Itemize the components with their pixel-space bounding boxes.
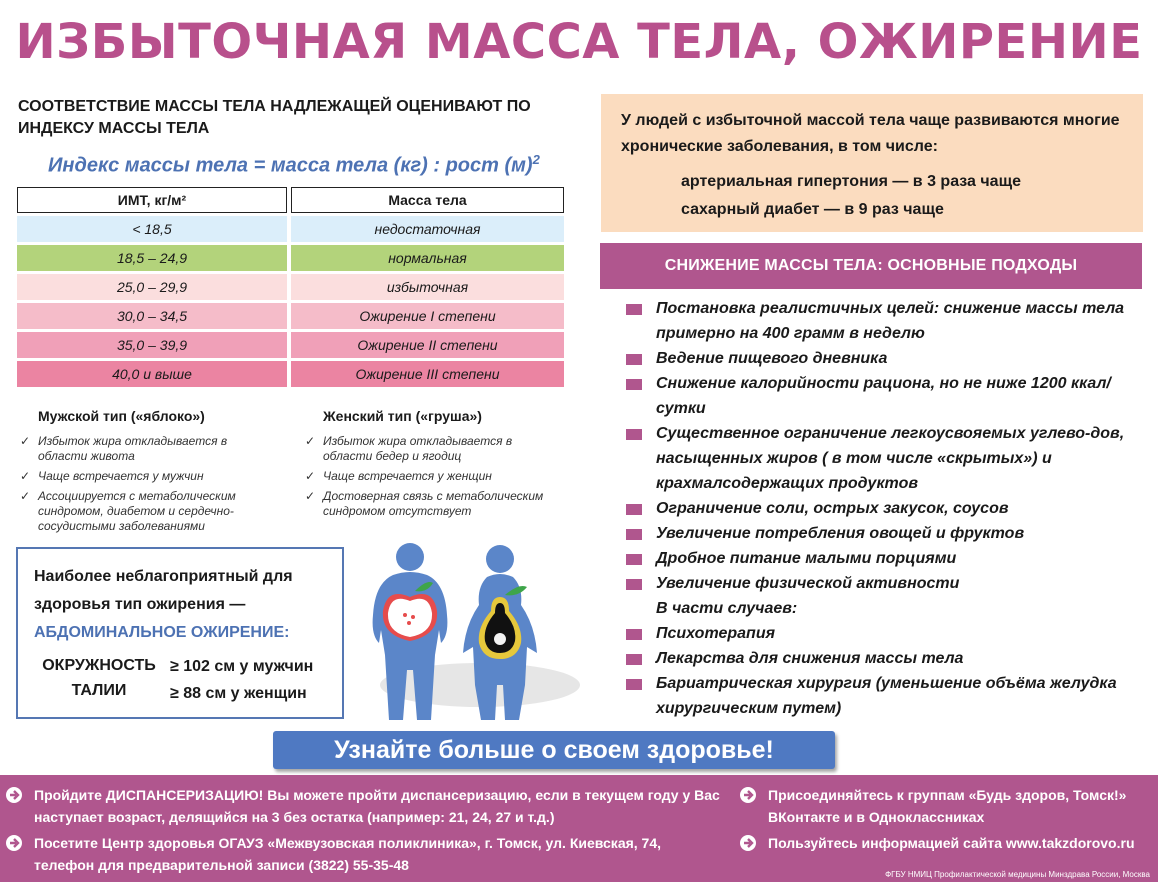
body-type-item-text: Ассоциируется с метаболическим синдромом, диабетом и сердечно-сосудистыми заболеваниями [38,489,236,533]
learn-more-banner[interactable]: Узнайте больше о своем здоровье! [273,731,835,769]
mass-category-cell: избыточная [291,274,564,300]
square-bullet-icon [626,679,642,690]
square-bullet-icon [626,429,642,440]
waist-label: ОКРУЖНОСТЬ ТАЛИИ [42,657,156,699]
arrow-right-icon [6,835,26,851]
male-type-title: Мужской тип («яблоко») [38,408,205,424]
checkmark-icon: ✓ [305,469,316,483]
footer-item-health-center [6,832,706,876]
checkmark-icon: ✓ [20,489,31,503]
approach-item-text: В части случаев: [656,600,798,617]
approach-item [626,421,1146,496]
waist-criteria [34,653,328,707]
male-type-block [18,408,268,539]
bmi-value-cell: 18,5 – 24,9 [17,245,287,271]
body-type-item-text: Избыток жира откладывается в области живота [38,434,228,463]
bmi-row [17,332,564,361]
approach-item-text: Существенное ограничение легкоусвояемых углево-дов, насыщенных жиров ( в том числе «скрытых») и крахмалсодержащих продуктов [656,425,1125,492]
mass-category-cell: Ожирение II степени [291,332,564,358]
body-types-illustration [355,535,585,730]
bmi-subtitle: СООТВЕТСТВИЕ МАССЫ ТЕЛА НАДЛЕЖАЩЕЙ ОЦЕНИВАЮТ ПО ИНДЕКСУ МАССЫ ТЕЛА [18,98,531,137]
footer-credit: ФГБУ НМИЦ Профилактической медицины Минздрава России, Москва [885,870,1150,879]
bmi-formula [48,152,540,178]
bmi-value-cell: < 18,5 [17,216,287,242]
bmi-value-cell: 30,0 – 34,5 [17,303,287,329]
arrow-right-icon [6,787,26,803]
approach-item [626,371,1146,421]
disease-risk-lead: У людей с избыточной массой тела чаще развиваются многие хронические заболевания, в том числе: [621,112,1120,155]
bmi-table-body [17,216,564,390]
body-type-item [18,434,268,464]
bmi-value-cell: 40,0 и выше [17,361,287,387]
square-bullet-icon [626,379,642,390]
approach-item [626,571,1146,596]
body-type-item-text: Чаще встречается у женщин [323,469,492,483]
checkmark-icon: ✓ [20,469,31,483]
abdominal-heading: АБДОМИНАЛЬНОЕ ОЖИРЕНИЕ: [34,624,290,641]
waist-values [170,653,313,707]
checkmark-icon: ✓ [305,434,316,448]
footer-text-dispensary: Пройдите ДИСПАНСЕРИЗАЦИЮ! Вы можете пройти диспансеризацию, если в текущем году у Вас наступает возраст, делящийся на 3 без остатка (например: 21, 24, 27 и т.д.) [34,787,720,825]
abdominal-line-2: здоровья тип ожирения — [34,596,246,613]
approach-item-text: Увеличение физической активности [656,575,960,592]
footer-text-health-center: Посетите Центр здоровья ОГАУЗ «Межвузовская поликлиника», г. Томск, ул. Киевская, 74, телефон для предварительной записи (3822) 55-35-48 [34,835,662,873]
body-type-item [18,489,268,534]
waist-men: ≥ 102 см у мужчин [170,658,314,675]
footer-text-groups[interactable]: Присоединяйтесь к группам «Будь здоров, Томск!» ВКонтакте и в Одноклассниках [768,787,1127,825]
approach-item-text: Бариатрическая хирургия (уменьшение объёма желудка хирургическим путем) [656,675,1117,717]
square-bullet-icon [626,579,642,590]
approach-item [626,646,1146,671]
arrow-right-icon [740,835,760,851]
mass-category-cell: нормальная [291,245,564,271]
formula-text: Индекс массы тела = масса тела (кг) : рост (м) [48,154,533,177]
approaches-header: СНИЖЕНИЕ МАССЫ ТЕЛА: ОСНОВНЫЕ ПОДХОДЫ [600,243,1142,289]
body-type-item-text: Избыток жира откладывается в области бедер и ягодиц [323,434,513,463]
female-type-block [303,408,553,524]
approach-item [626,496,1146,521]
approaches-list [626,296,1146,721]
male-type-list [18,434,268,534]
bmi-row [17,216,564,245]
bmi-row [17,245,564,274]
approach-item-text: Лекарства для снижения массы тела [656,650,964,667]
footer-text-website[interactable]: Пользуйтесь информацией сайта www.takzdorovo.ru [768,835,1135,851]
diabetes-risk: сахарный диабет — в 9 раз чаще [681,201,944,218]
bmi-value-cell: 35,0 – 39,9 [17,332,287,358]
female-type-list [303,434,553,519]
checkmark-icon: ✓ [20,434,31,448]
arrow-right-icon [740,787,760,803]
bmi-value-cell: 25,0 – 29,9 [17,274,287,300]
square-bullet-icon [626,504,642,515]
square-bullet-icon [626,304,642,315]
female-type-title: Женский тип («груша») [323,408,482,424]
footer [0,775,1158,882]
abdominal-box [16,547,344,719]
bmi-row [17,303,564,332]
bmi-header-cell: ИМТ, кг/м² [17,187,287,213]
approach-item-text: Увеличение потребления овощей и фруктов [656,525,1025,542]
approach-item-text: Ограничение соли, острых закусок, соусов [656,500,1009,517]
square-bullet-icon [626,354,642,365]
square-bullet-icon [626,654,642,665]
body-type-item [303,469,553,484]
approach-item-text: Снижение калорийности рациона, но не ниже 1200 ккал/сутки [656,375,1111,417]
waist-women: ≥ 88 см у женщин [170,685,307,702]
mass-category-cell: недостаточная [291,216,564,242]
bmi-row [17,274,564,303]
hypertension-risk: артериальная гипертония — в 3 раза чаще [681,173,1021,190]
footer-item-groups [740,784,1152,828]
formula-exponent: 2 [532,152,540,167]
disease-risk-items [681,168,1127,224]
bmi-table-header [17,187,564,216]
approach-item [626,546,1146,571]
body-type-item-text: Чаще встречается у мужчин [38,469,204,483]
square-bullet-icon [626,529,642,540]
page-title: ИЗБЫТОЧНАЯ МАССА ТЕЛА, ОЖИРЕНИЕ [15,14,1143,70]
footer-item-website [740,832,1152,854]
mass-category-cell: Ожирение III степени [291,361,564,387]
approach-item [626,596,1146,621]
disease-risk-box [601,94,1143,232]
body-type-item [303,489,553,519]
approach-item-text: Постановка реалистичных целей: снижение массы тела примерно на 400 грамм в неделю [656,300,1125,342]
approach-item-text: Ведение пищевого дневника [656,350,888,367]
approach-item [626,521,1146,546]
mass-header-cell: Масса тела [291,187,564,213]
checkmark-icon: ✓ [305,489,316,503]
footer-item-dispensary [6,784,726,828]
square-bullet-icon [626,629,642,640]
approach-item [626,621,1146,646]
approach-item [626,346,1146,371]
bmi-table [17,187,564,390]
body-type-item [303,434,553,464]
abdominal-line-1: Наиболее неблагоприятный для [34,568,293,585]
approach-item [626,671,1146,721]
approach-item-text: Дробное питание малыми порциями [656,550,957,567]
body-type-item [18,469,268,484]
bmi-row [17,361,564,390]
approach-item [626,296,1146,346]
square-bullet-icon [626,554,642,565]
body-type-item-text: Достоверная связь с метаболическим синдромом отсутствует [323,489,544,518]
approach-item-text: Психотерапия [656,625,776,642]
mass-category-cell: Ожирение I степени [291,303,564,329]
